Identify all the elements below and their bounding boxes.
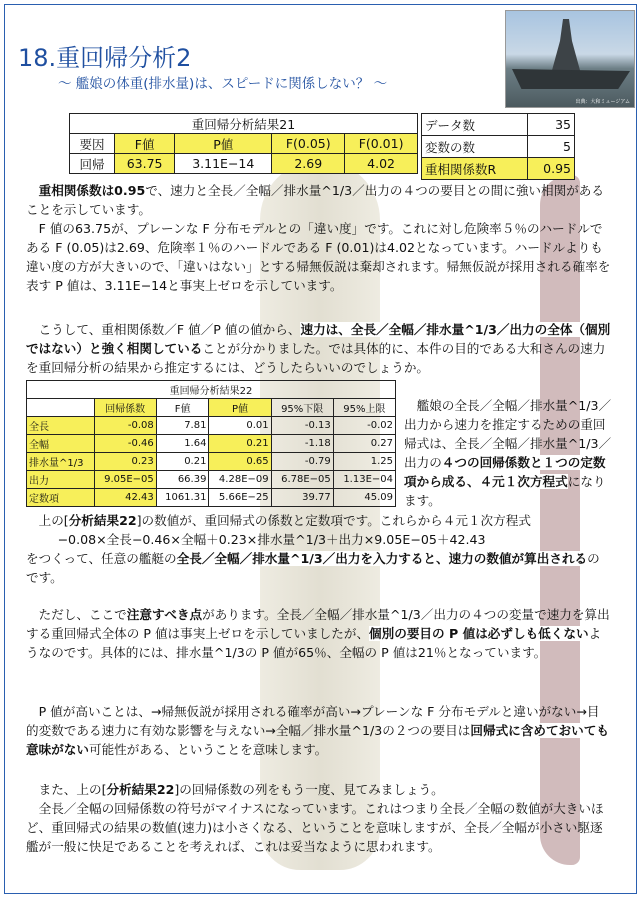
table-header: F(0.05)	[272, 134, 345, 154]
emphasis: 速力は、全長／全幅／排水量^1/3／出力の全体（個別ではない）と強く相関している	[26, 322, 611, 356]
row-label: 定数項	[27, 489, 95, 507]
table-cell: -1.18	[271, 435, 333, 453]
table-cell: 1.13E−04	[333, 471, 395, 489]
text: ようなのです。具体的には、排水量^1/3の P 値が65％、全幅の P 値は21％となっています。	[26, 626, 602, 660]
table-cell: -0.02	[333, 417, 395, 435]
stats-value: 5	[527, 136, 574, 158]
paragraph-6	[26, 702, 612, 759]
equation: −0.08×全長−0.46×全幅＋0.23×排水量^1/3＋出力×9.05E−05＋42.43	[57, 532, 486, 547]
photo-caption: 出典：大和ミュージアム	[575, 99, 630, 105]
emphasis: 注意すべき点	[126, 607, 203, 622]
table-cell: 2.69	[272, 154, 345, 174]
table-cell: -0.79	[271, 453, 333, 471]
table-cell: 0.21	[209, 435, 271, 453]
table-cell: -0.08	[94, 417, 156, 435]
regression-result-22-table	[26, 380, 396, 507]
text: また、上の[	[38, 782, 107, 797]
table-cell: -0.46	[94, 435, 156, 453]
table-cell: 回帰	[70, 154, 115, 174]
table-header: P値	[175, 134, 272, 154]
table-cell: 5.66E−25	[209, 489, 271, 507]
text: ]の数値が、重回帰式の係数と定数項です。これらから４元１次方程式	[136, 513, 531, 528]
table-header: F値	[115, 134, 175, 154]
text: こうして、重相関係数／F 値／P 値の値から、	[38, 322, 301, 337]
table-cell: 39.77	[271, 489, 333, 507]
table-header: F(0.01)	[345, 134, 418, 154]
row-label: 出力	[27, 471, 95, 489]
table-cell: 7.81	[156, 417, 209, 435]
text: 艦娘の全長／全幅／排水量^1/3／出力から速力を推定するための重回帰式は、全長／全幅／排水量^1/3／出力の	[404, 398, 612, 470]
emphasis: ４つの回帰係数と１つの定数項から成る、４元１次方程式	[404, 455, 606, 489]
text: のです。	[26, 551, 600, 585]
paragraph-1	[26, 181, 612, 219]
table-cell: 0.01	[209, 417, 271, 435]
emphasis: 重相関係数は0.95	[38, 183, 146, 198]
table-header: 95%下限	[271, 399, 333, 417]
paragraph-4	[26, 511, 612, 587]
stats-table	[421, 113, 575, 180]
table-cell: 4.02	[345, 154, 418, 174]
text: があります。全長／全幅／排水量^1/3／出力の４つの変量で速力を算出する重回帰式全体の P 値は事実上ゼロを示していましたが、	[26, 607, 610, 641]
paragraph-5	[26, 605, 612, 662]
text: になります。	[404, 474, 606, 508]
emphasis: 個別の要目の P 値は必ずしも低くない	[369, 626, 589, 641]
table-header: 回帰係数	[94, 399, 156, 417]
paragraph-2: F 値の63.75が、プレーンな F 分布モデルとの「違い度」です。これに対し危険率５％のハードルである F (0.05)は2.69、危険率１％のハードルである F (0.01)は4.02となっています。ハードルよりも違い度の方が大きいので、「違いはない」とする帰無仮説は棄却されます。帰無仮説が採用される確率を表す P 値は、3.11E−14と事実上ゼロを示しています。	[26, 221, 611, 293]
table-cell: 1.64	[156, 435, 209, 453]
text: 全長／全幅の回帰係数の符号がマイナスになっています。これはつまり全長／全幅の数値が大きいほど、重回帰式の結果の数値(速力)は小さくなる、ということを意味しますが、全長／全幅が小さい駆逐艦が一般に快足であることを考えれば、これは妥当なように思われます。	[26, 801, 604, 854]
emphasis: 分析結果22	[68, 513, 137, 528]
table-cell: 9.05E−05	[94, 471, 156, 489]
text: ]の回帰係数の列をもう一度、見てみましょう。	[174, 782, 444, 797]
table-header: P値	[209, 399, 271, 417]
emphasis: 分析結果22	[106, 782, 175, 797]
page-subtitle: ～ 艦娘の体重(排水量)は、スピードに関係しない？ ～	[58, 76, 388, 92]
text: で、速力と全長／全幅／排水量^1/3／出力の４つの要目との間に強い相関があることを示しています。	[26, 183, 604, 217]
text: をつくって、任意の艦艇の	[26, 551, 177, 566]
table-cell: 66.39	[156, 471, 209, 489]
paragraph-3	[26, 320, 612, 377]
regression-result-21-table	[69, 113, 418, 174]
table-title: 重回帰分析結果21	[70, 114, 418, 134]
table-cell: 0.27	[333, 435, 395, 453]
side-paragraph	[404, 396, 614, 510]
stats-value: 0.95	[527, 158, 574, 180]
table-cell: 3.11E−14	[175, 154, 272, 174]
paragraph-7	[26, 780, 612, 856]
emphasis: 全長／全幅／排水量^1/3／出力を入力すると、速力の数値が算出される	[176, 551, 588, 566]
table-cell: 63.75	[115, 154, 175, 174]
table-cell: 1061.31	[156, 489, 209, 507]
table-header: 95%上限	[333, 399, 395, 417]
table-header: 要因	[70, 134, 115, 154]
table-cell: 42.43	[94, 489, 156, 507]
table-header: F値	[156, 399, 209, 417]
table-cell: 1.25	[333, 453, 395, 471]
row-label: 全幅	[27, 435, 95, 453]
text: P 値が高いことは、→帰無仮説が採用される確率が高い→プレーンな F 分布モデルと違いがない→目的変数である速力に有効な影響を与えない→全幅／排水量^1/3の２つの要目は	[26, 704, 600, 738]
table-title: 重回帰分析結果22	[27, 381, 396, 399]
emphasis: 回帰式に含めておいても意味がない	[26, 723, 609, 757]
text: 可能性がある、ということを意味します。	[88, 742, 328, 757]
table-header	[27, 399, 95, 417]
stats-label: 変数の数	[422, 136, 528, 158]
text: ただし、ここで	[38, 607, 127, 622]
stats-label: データ数	[422, 114, 528, 136]
row-label: 排水量^1/3	[27, 453, 95, 471]
stats-value: 35	[527, 114, 574, 136]
table-cell: -0.13	[271, 417, 333, 435]
page-title: 18.重回帰分析2	[18, 44, 192, 72]
table-cell: 0.23	[94, 453, 156, 471]
table-cell: 6.78E−05	[271, 471, 333, 489]
battleship-photo	[505, 10, 635, 108]
table-cell: 4.28E−09	[209, 471, 271, 489]
table-cell: 0.65	[209, 453, 271, 471]
text: 上の[	[38, 513, 69, 528]
row-label: 全長	[27, 417, 95, 435]
table-cell: 45.09	[333, 489, 395, 507]
stats-label: 重相関係数R	[422, 158, 528, 180]
table-cell: 0.21	[156, 453, 209, 471]
text: ことが分かりました。では具体的に、本件の目的である大和さんの速力を重回帰分析の結果から推定するには、どうしたらいいのでしょうか。	[26, 341, 606, 375]
